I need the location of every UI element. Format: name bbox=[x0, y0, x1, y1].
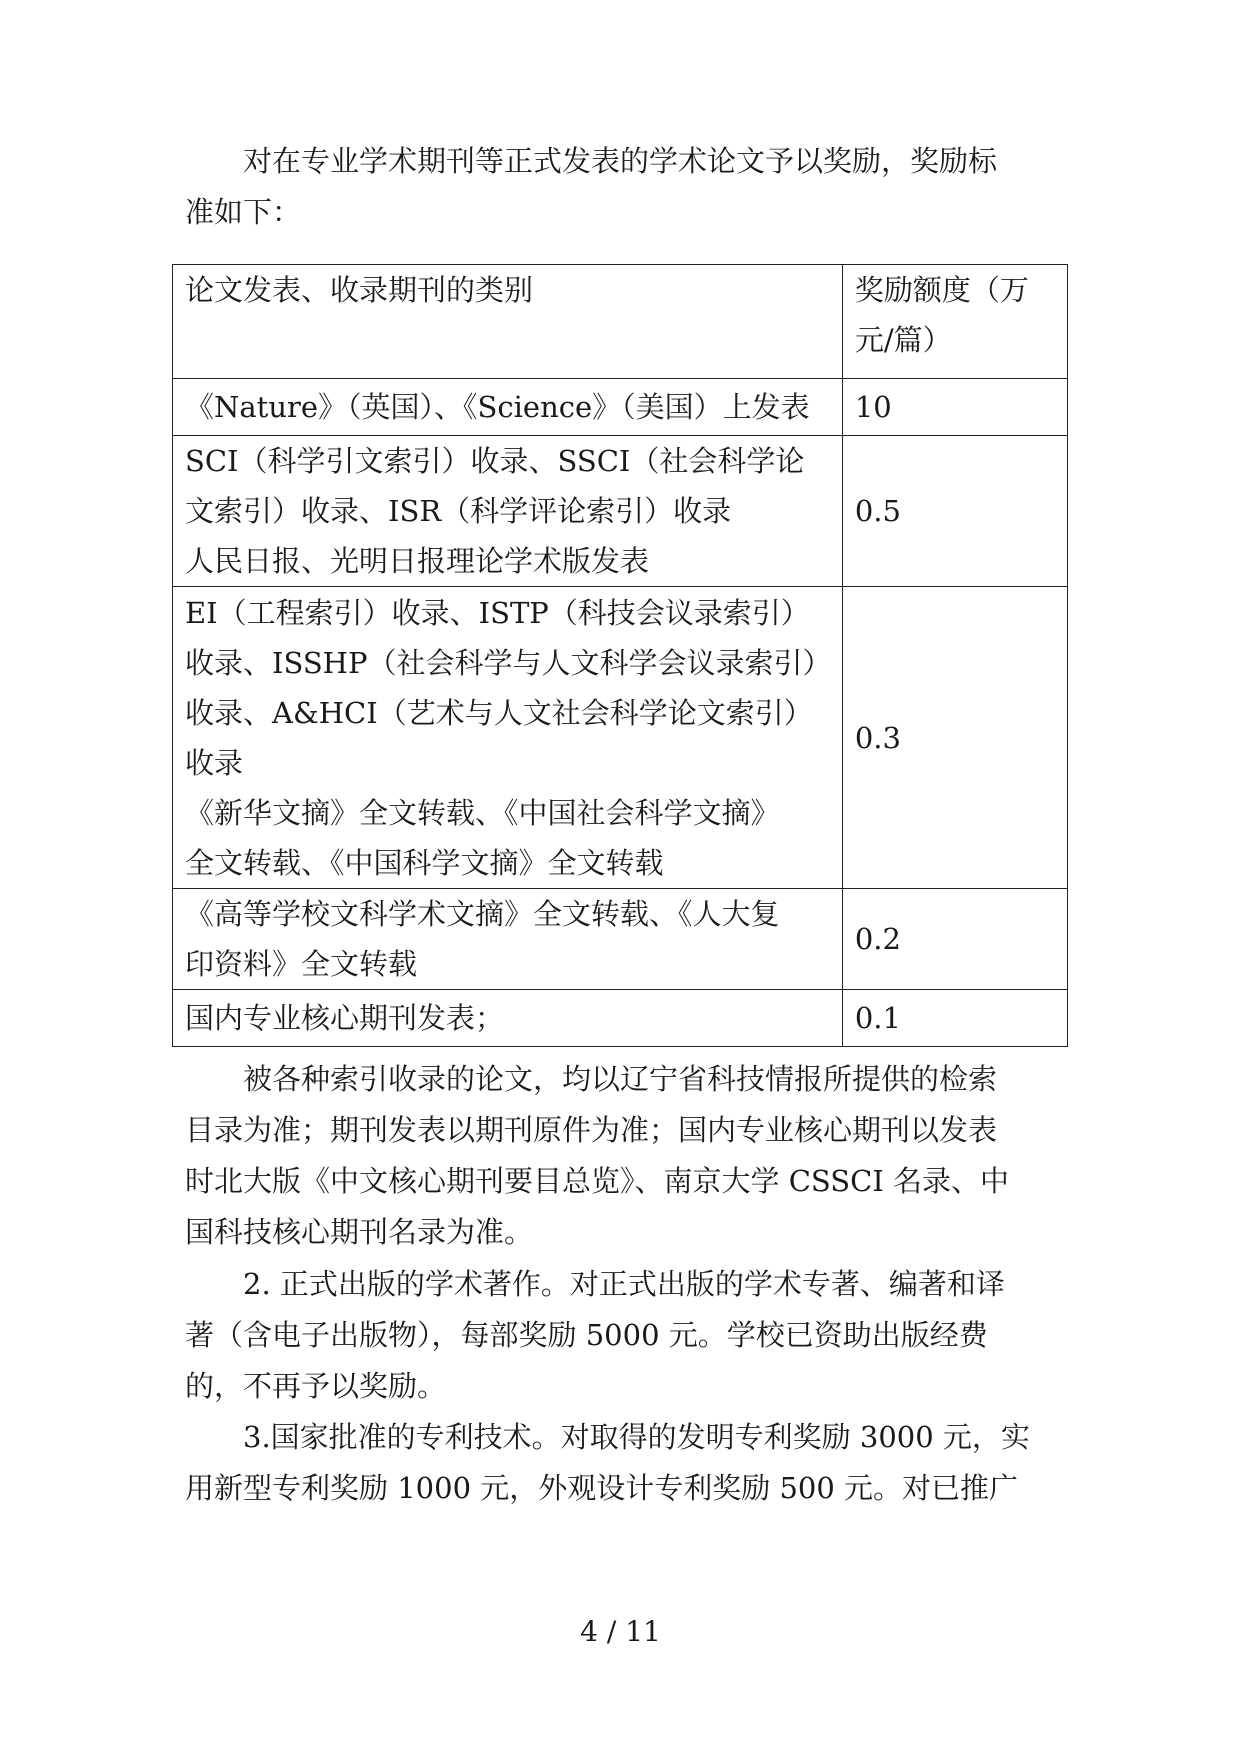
table-header-row bbox=[173, 265, 1068, 379]
table-row bbox=[173, 990, 1068, 1047]
row-category-line: 收录、ISSHP（社会科学与人文科学会议录索引） bbox=[185, 645, 832, 680]
row-category-cell bbox=[173, 587, 843, 889]
intro-line-2: 准如下： bbox=[185, 195, 302, 229]
item-2-paragraph bbox=[185, 1259, 1065, 1412]
table-row bbox=[173, 379, 1068, 436]
row-category-line: 人民日报、光明日报理论学术版发表 bbox=[185, 544, 650, 578]
row-category-line: 文索引）收录、ISR（科学评论索引）收录 bbox=[185, 494, 732, 528]
row-amount-cell: 0.3 bbox=[842, 587, 1067, 889]
header-amount-cell bbox=[842, 265, 1067, 379]
header-category-label: 论文发表、收录期刊的类别 bbox=[185, 273, 534, 307]
row-category-line: 印资料》全文转载 bbox=[185, 947, 418, 981]
header-amount-line-2: 元/篇） bbox=[854, 323, 952, 357]
item2-line-1: 2. 正式出版的学术著作。对正式出版的学术专著、编著和译 bbox=[243, 1267, 1005, 1301]
note-line-1: 被各种索引收录的论文，均以辽宁省科技情报所提供的检索 bbox=[243, 1062, 998, 1096]
index-note-paragraph bbox=[185, 1054, 1065, 1258]
header-category-cell bbox=[173, 265, 843, 379]
row-amount-cell: 0.2 bbox=[842, 889, 1067, 990]
item3-line-1: 3.国家批准的专利技术。对取得的发明专利奖励 3000 元，实 bbox=[243, 1420, 1030, 1454]
item2-line-2: 著（含电子出版物），每部奖励 5000 元。学校已资助出版经费 bbox=[185, 1318, 988, 1352]
intro-paragraph bbox=[185, 136, 1065, 238]
row-amount-cell: 0.1 bbox=[842, 990, 1067, 1047]
row-amount-cell: 0.5 bbox=[842, 436, 1067, 587]
row-category-cell bbox=[173, 379, 843, 436]
item2-line-3: 的，不再予以奖励。 bbox=[185, 1369, 447, 1403]
table-row bbox=[173, 889, 1068, 990]
row-amount-cell: 10 bbox=[842, 379, 1067, 436]
row-category-line: 《高等学校文科学术文摘》全文转载、《人大复 bbox=[185, 897, 780, 931]
row-category-line: 《Nature》（英国）、《Science》（美国）上发表 bbox=[185, 390, 810, 424]
row-category-line: 收录、A&HCI（艺术与人文社会科学论文索引） bbox=[185, 695, 813, 730]
page-number: 4 / 11 bbox=[580, 1615, 661, 1648]
row-category-cell bbox=[173, 990, 843, 1047]
intro-line-1: 对在专业学术期刊等正式发表的学术论文予以奖励，奖励标 bbox=[243, 144, 998, 178]
note-line-2: 目录为准；期刊发表以期刊原件为准；国内专业核心期刊以发表 bbox=[185, 1113, 998, 1147]
row-category-cell bbox=[173, 889, 843, 990]
row-category-line: 全文转载、《中国科学文摘》全文转载 bbox=[185, 845, 664, 880]
row-category-cell bbox=[173, 436, 843, 587]
row-category-line: 《新华文摘》全文转载、《中国社会科学文摘》 bbox=[185, 795, 780, 830]
row-category-line: EI（工程索引）收录、ISTP（科技会议录索引） bbox=[185, 595, 810, 630]
row-category-line: 收录 bbox=[185, 745, 244, 780]
header-amount-line-1: 奖励额度（万 bbox=[854, 273, 1029, 307]
table-row bbox=[173, 587, 1068, 889]
row-category-line: 国内专业核心期刊发表； bbox=[185, 1001, 505, 1035]
note-line-3: 时北大版《中文核心期刊要目总览》、南京大学 CSSCI 名录、中 bbox=[185, 1164, 1009, 1198]
table-row bbox=[173, 436, 1068, 587]
item-3-paragraph bbox=[185, 1412, 1065, 1514]
row-category-line: SCI（科学引文索引）收录、SSCI（社会科学论 bbox=[185, 444, 805, 478]
item3-line-2: 用新型专利奖励 1000 元，外观设计专利奖励 500 元。对已推广 bbox=[185, 1471, 1019, 1505]
award-table bbox=[172, 264, 1068, 1047]
note-line-4: 国科技核心期刊名录为准。 bbox=[185, 1215, 534, 1249]
